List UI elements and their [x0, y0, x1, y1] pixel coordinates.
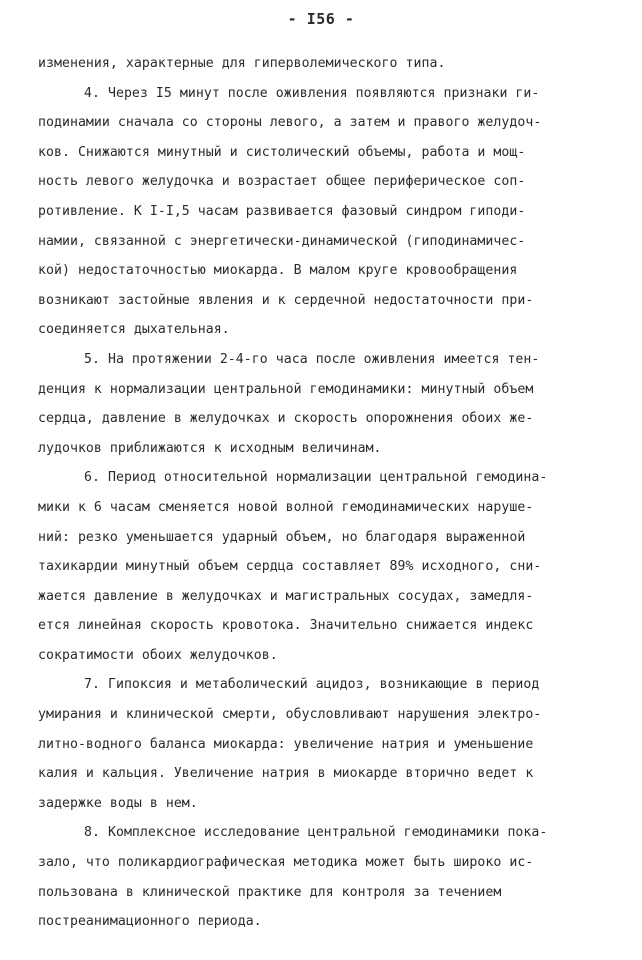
text-line: возникают застойные явления и к сердечной недостаточности при- — [38, 292, 534, 308]
text-line: ность левого желудочка и возрастает общее периферическое соп- — [38, 174, 526, 190]
text-line: намии, связанной с энергетически-динамической (гиподинамичес- — [38, 233, 526, 249]
text-line: 5. На протяжении 2-4-го часа после оживления имеется тен- — [84, 351, 540, 367]
text-line: 6. Период относительной нормализации центральной гемодина- — [84, 470, 548, 486]
text-line: подинамии сначала со стороны левого, а затем и правого желудоч- — [38, 115, 542, 131]
text-line: ний: резко уменьшается ударный объем, но благодаря выраженной — [38, 529, 526, 545]
text-line: ется линейная скорость кровотока. Значительно снижается индекс — [38, 618, 534, 634]
body-text — [38, 49, 612, 937]
text-line: ков. Снижаются минутный и систолический объемы, работа и мощ- — [38, 144, 526, 160]
text-line: жается давление в желудочках и магистральных сосудах, замедля- — [38, 588, 534, 604]
text-line: калия и кальция. Увеличение натрия в миокарде вторично ведет к — [38, 766, 534, 782]
text-line: 4. Через I5 минут после оживления появляются признаки ги- — [84, 85, 540, 101]
text-line: тахикардии минутный объем сердца составляет 89% исходного, сни- — [38, 559, 542, 575]
text-line: лудочков приближаются к исходным величинам. — [38, 440, 382, 456]
text-line: 8. Комплексное исследование центральной гемодинамики пока- — [84, 825, 548, 841]
text-line: постреанимационного периода. — [38, 914, 262, 930]
text-line: сократимости обоих желудочков. — [38, 647, 278, 663]
text-line: задержке воды в нем. — [38, 795, 198, 811]
text-line: соединяется дыхательная. — [38, 322, 230, 338]
text-line: изменения, характерные для гиперволемического типа. — [38, 56, 446, 71]
text-line: 7. Гипоксия и метаболический ацидоз, возникающие в период — [84, 677, 540, 693]
page-number: - I56 - — [287, 10, 355, 28]
text-line: ротивление. К I-I,5 часам развивается фазовый синдром гиподи- — [38, 203, 526, 219]
text-line: денция к нормализации центральной гемодинамики: минутный объем — [38, 381, 534, 397]
text-line: сердца, давление в желудочках и скорость опорожнения обоих же- — [38, 411, 534, 427]
text-line: литно-водного баланса миокарда: увеличение натрия и уменьшение — [38, 736, 534, 752]
text-line: умирания и клинической смерти, обусловливают нарушения электро- — [38, 707, 542, 723]
text-line: пользована в клинической практике для контроля за течением — [38, 884, 502, 900]
text-line: кой) недостаточностью миокарда. В малом круге кровообращения — [38, 263, 518, 279]
text-line: мики к 6 часам сменяется новой волной гемодинамических наруше- — [38, 499, 534, 515]
text-line: зало, что поликардиографическая методика может быть широко ис- — [38, 855, 534, 871]
